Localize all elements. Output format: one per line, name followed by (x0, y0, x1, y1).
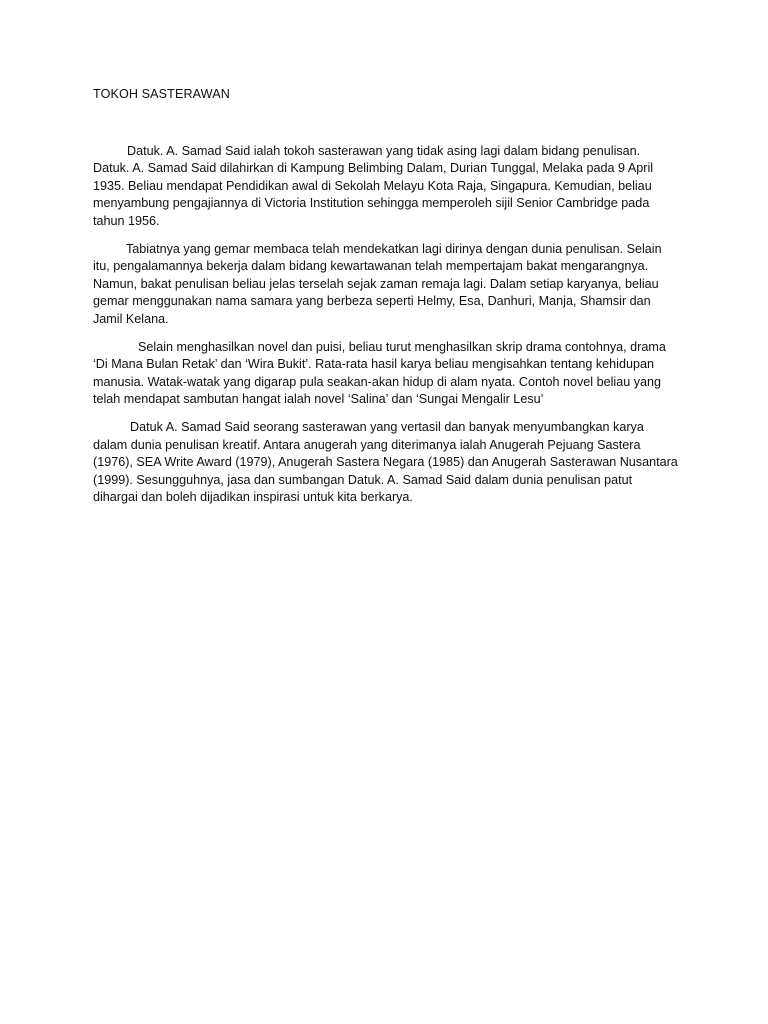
paragraph-2: Tabiatnya yang gemar membaca telah mendekatkan lagi dirinya dengan dunia penulisan. Selain itu, pengalamannya bekerja dalam bidang kewartawanan telah mempertajam bakat mengarangnya. Namun, bakat penulisan beliau jelas terselah sejak zaman remaja lagi. Dalam setiap karyanya, beliau gemar menggunakan nama samara yang berbeza seperti Helmy, Esa, Danhuri, Manja, Shamsir dan Jamil Kelana. (93, 241, 662, 326)
paragraph-4: Datuk A. Samad Said seorang sasterawan yang vertasil dan banyak menyumbangkan karya dalam dunia penulisan kreatif. Antara anugerah yang diterimanya ialah Anugerah Pejuang Sastera (1976), SEA Write Award (1979), Anugerah Sastera Negara (1985) dan Anugerah Sasterawan Nusantara (1999). Sesungguhnya, jasa dan sumbangan Datuk. A. Samad Said dalam dunia penulisan patut dihargai dan boleh dijadikan inspirasi untuk kita berkarya. (93, 419, 678, 505)
paragraph-1: Datuk. A. Samad Said ialah tokoh sasterawan yang tidak asing lagi dalam bidang penulisan. Datuk. A. Samad Said dilahirkan di Kampung Belimbing Dalam, Durian Tunggal, Melaka pada 9 April 1935. Beliau mendapat Pendidikan awal di Sekolah Melayu Kota Raja, Singapura. Kemudian, beliau menyambung pengajiannya di Victoria Institution sehingga memperoleh sijil Senior Cambridge pada tahun 1956. (93, 143, 654, 228)
document-body (93, 86, 678, 517)
paragraph-3: Selain menghasilkan novel dan puisi, beliau turut menghasilkan skrip drama contohnya, drama ‘Di Mana Bulan Retak’ dan ‘Wira Bukit’. Rata-rata hasil karya beliau mengisahkan tentang kehidupan manusia. Watak-watak yang digarap pula seakan-akan hidup di alam nyata. Contoh novel beliau yang telah mendapat sambutan hangat ialah novel ‘Salina’ dan ‘Sungai Mengalir Lesu’ (93, 339, 666, 407)
document-title: TOKOH SASTERAWAN (93, 87, 230, 101)
